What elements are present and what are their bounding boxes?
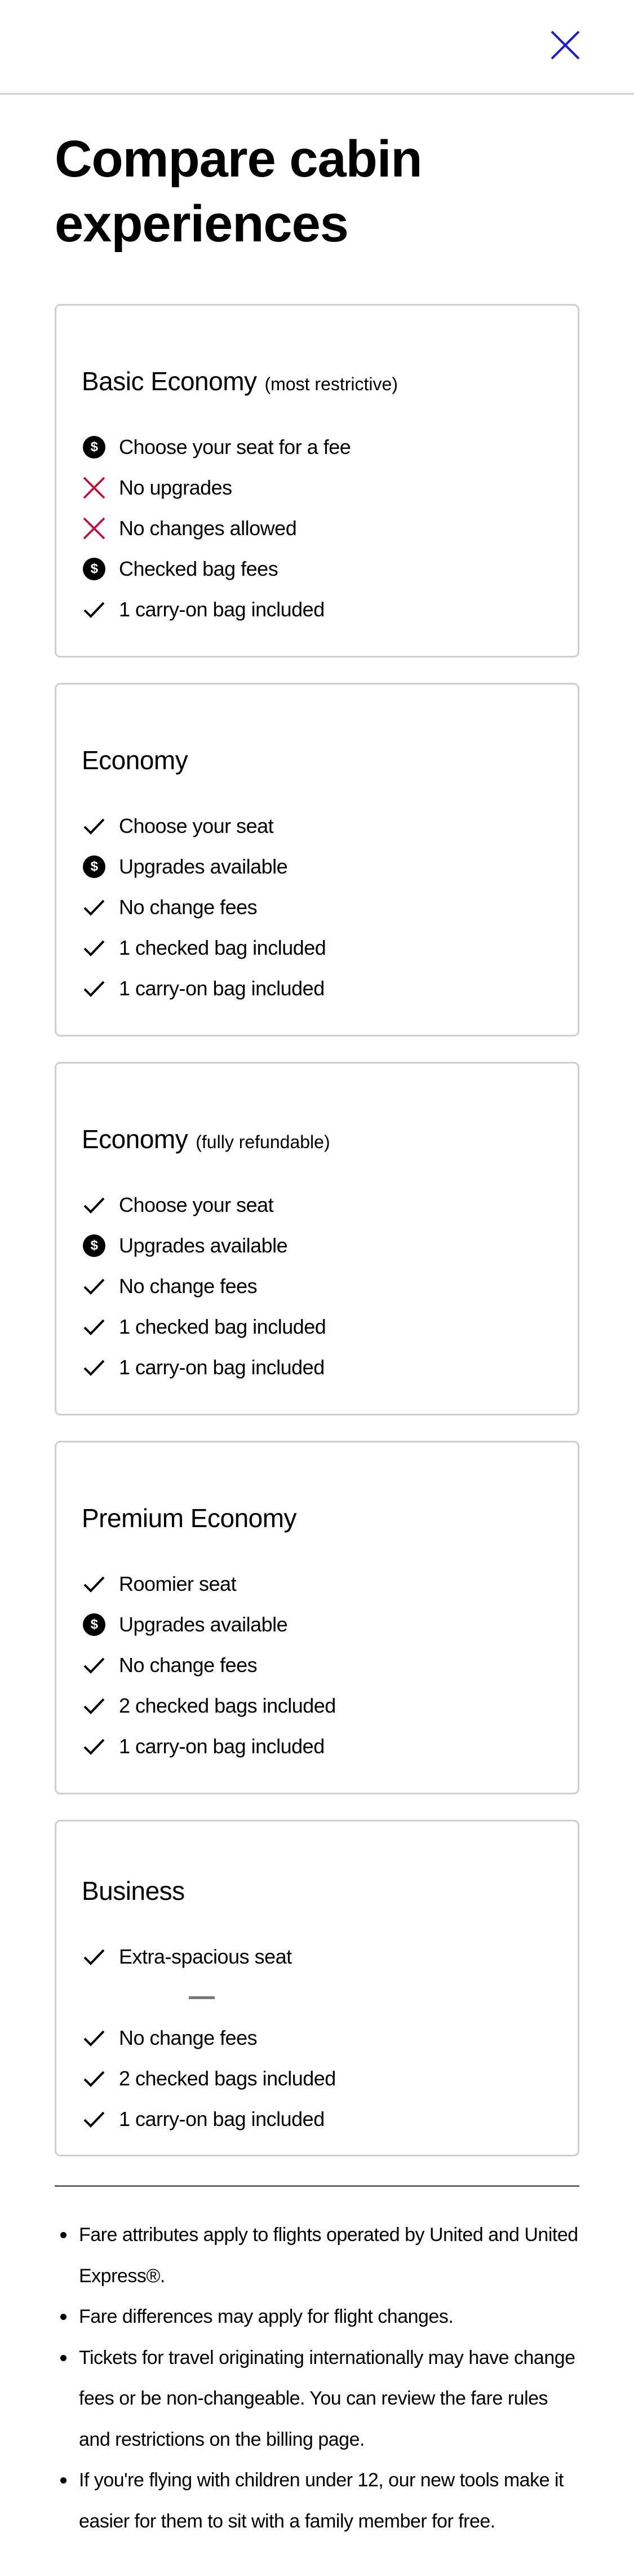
- cabin-title: [82, 1503, 578, 1533]
- checkmark-icon: [82, 1944, 107, 1969]
- feature-text: 1 carry-on bag included: [119, 1735, 325, 1758]
- feature-item: [82, 1686, 578, 1726]
- feature-item: [82, 508, 578, 549]
- cabin-name: Premium Economy: [82, 1503, 297, 1533]
- cabin-name: Economy: [82, 1124, 188, 1154]
- cabin-title: [82, 1876, 578, 1905]
- feature-item: [82, 1604, 578, 1645]
- checkmark-icon: [82, 976, 107, 1001]
- feature-item: [82, 2099, 578, 2140]
- feature-item: [82, 2058, 578, 2099]
- checkmark-icon: [82, 597, 107, 622]
- feature-text: Choose your seat for a fee: [119, 435, 351, 458]
- feature-item: [82, 1185, 578, 1225]
- feature-item: [82, 1937, 578, 1977]
- cabin-title: [82, 1124, 578, 1154]
- note-item: If you're flying with children under 12, our new tools make it easier for them to sit with a family member for free.: [55, 2460, 579, 2542]
- cabin-card: [55, 1062, 579, 1415]
- feature-text: Extra-spacious seat: [119, 1945, 292, 1968]
- checkmark-icon: [82, 895, 107, 920]
- feature-list: [82, 806, 578, 1009]
- feature-text: 1 carry-on bag included: [119, 598, 325, 621]
- feature-item: [82, 427, 578, 467]
- divider: [55, 2185, 579, 2187]
- modal-header: [0, 0, 634, 95]
- cross-icon: [82, 516, 107, 541]
- cabin-title: [82, 367, 578, 396]
- cabin-card: [55, 1441, 579, 1794]
- feature-item: [82, 1726, 578, 1767]
- note-item: Fare attributes apply to flights operated by United and United Express®.: [55, 2215, 579, 2296]
- cabin-card: [55, 1820, 579, 2156]
- feature-item: [82, 589, 578, 630]
- checkmark-icon: [82, 936, 107, 960]
- feature-text: 1 carry-on bag included: [119, 977, 325, 1000]
- feature-item: [82, 806, 578, 846]
- feature-item: [82, 928, 578, 968]
- feature-list: [82, 1185, 578, 1388]
- cabin-cards: [55, 304, 579, 2182]
- feature-list: [82, 427, 578, 630]
- dollar-icon: $: [82, 1233, 107, 1258]
- feature-item: [82, 1564, 578, 1604]
- page-title: Compare cabin experiences: [55, 130, 422, 253]
- cabin-card: [55, 683, 579, 1036]
- close-icon: [549, 29, 581, 61]
- feature-item: [82, 549, 578, 589]
- checkmark-icon: [82, 1734, 107, 1759]
- feature-item: [82, 1307, 578, 1347]
- cabin-name: Business: [82, 1876, 185, 1905]
- dash-icon: [189, 1996, 215, 1999]
- feature-text: Upgrades available: [119, 1613, 288, 1636]
- feature-text: 1 checked bag included: [119, 936, 326, 959]
- feature-text: 1 carry-on bag included: [119, 2107, 325, 2131]
- feature-item: [82, 1347, 578, 1388]
- cabin-name: Basic Economy: [82, 367, 257, 396]
- cabin-subtitle: (most restrictive): [264, 374, 398, 394]
- feature-item: [82, 467, 578, 508]
- feature-text: Roomier seat: [119, 1572, 237, 1595]
- checkmark-icon: [82, 1693, 107, 1718]
- dollar-icon: $: [82, 435, 107, 460]
- feature-text: No change fees: [119, 1653, 258, 1677]
- feature-text: No change fees: [119, 1274, 258, 1298]
- checkmark-icon: [82, 2066, 107, 2091]
- feature-text: 1 checked bag included: [119, 1315, 326, 1338]
- checkmark-icon: [82, 1274, 107, 1299]
- feature-text: Checked bag fees: [119, 557, 278, 580]
- feature-item: [82, 846, 578, 887]
- fare-notes: [55, 2215, 579, 2542]
- note-item: Fare differences may apply for flight changes.: [55, 2296, 579, 2337]
- feature-text: No change fees: [119, 2026, 258, 2049]
- cabin-name: Economy: [82, 746, 188, 775]
- feature-text: Choose your seat: [119, 814, 274, 837]
- checkmark-icon: [82, 814, 107, 839]
- checkmark-icon: [82, 1355, 107, 1380]
- feature-text: No upgrades: [119, 476, 232, 499]
- feature-item: [82, 1266, 578, 1307]
- feature-item: [82, 2018, 578, 2058]
- dollar-icon: $: [82, 854, 107, 879]
- cross-icon: [82, 475, 107, 500]
- feature-text: 2 checked bags included: [119, 1694, 336, 1717]
- feature-text: Upgrades available: [119, 1234, 288, 1257]
- feature-item: [82, 887, 578, 928]
- checkmark-icon: [82, 2026, 107, 2050]
- cabin-subtitle: (fully refundable): [196, 1132, 330, 1152]
- checkmark-icon: [82, 1193, 107, 1218]
- checkmark-icon: [82, 1315, 107, 1339]
- close-button[interactable]: [549, 29, 581, 61]
- dollar-icon: $: [82, 557, 107, 581]
- checkmark-icon: [82, 1653, 107, 1678]
- feature-text: No change fees: [119, 896, 258, 919]
- feature-item: [82, 1225, 578, 1266]
- feature-item: [82, 968, 578, 1009]
- feature-item: [82, 1645, 578, 1686]
- checkmark-icon: [82, 2107, 107, 2132]
- note-item: Tickets for travel originating internationally may have change fees or be non-changeable. You can review the fare rules and restrictions on the billing page.: [55, 2337, 579, 2460]
- feature-list: [82, 1937, 578, 2140]
- cabin-title: [82, 746, 578, 775]
- feature-text: Choose your seat: [119, 1193, 274, 1216]
- feature-text: No changes allowed: [119, 517, 297, 540]
- dollar-icon: $: [82, 1612, 107, 1637]
- cabin-card: [55, 304, 579, 658]
- feature-text: 2 checked bags included: [119, 2067, 336, 2090]
- feature-list: [82, 1564, 578, 1767]
- feature-text: 1 carry-on bag included: [119, 1356, 325, 1379]
- feature-text: Upgrades available: [119, 855, 288, 878]
- feature-unavailable: [82, 1977, 578, 2018]
- checkmark-icon: [82, 1572, 107, 1596]
